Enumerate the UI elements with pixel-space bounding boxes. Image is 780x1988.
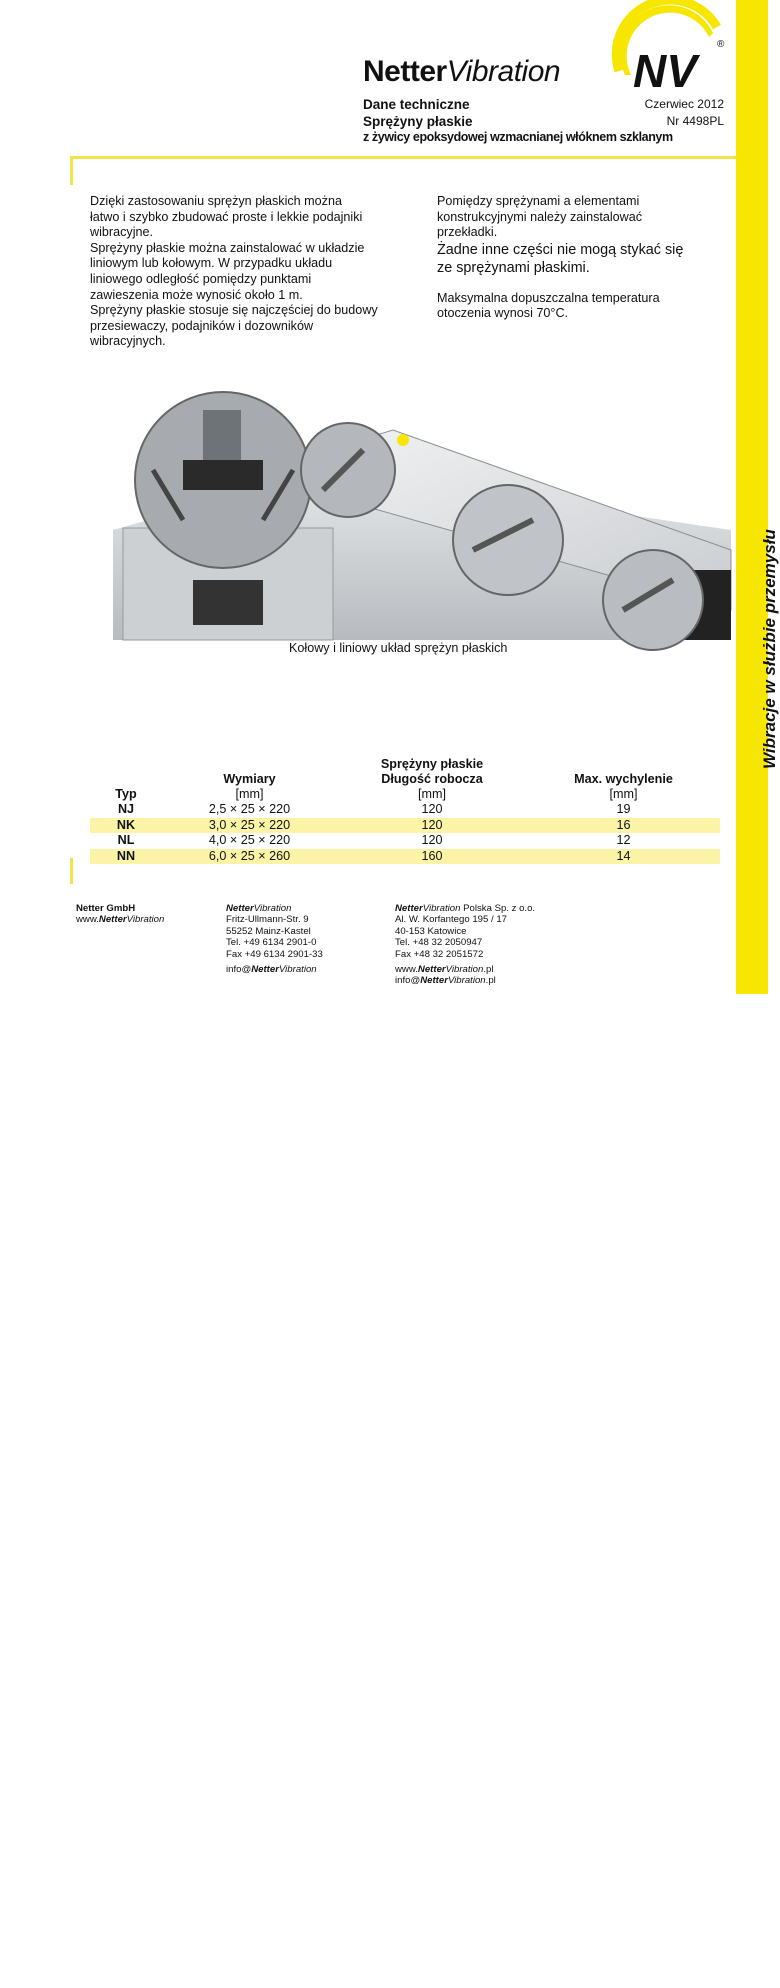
spring-specs-table: Sprężyny płaskie Wymiary Długość robocza Max. wychylenie Typ [mm] [mm] [mm] NJ 2,5 × 25 × 220 120 19 NK 3,0 × 25 × 220 120 16 NL 4,0 × 25 × 220 120 12 NN 6,0 × 25 × 260 160 14 — [90, 757, 720, 864]
footer-poland-address: NetterVibration Polska Sp. z o.o. Al. W. Korfantego 195 / 17 40-153 Katowice Tel. +48 32 2050947 Fax +48 32 2051572 www.NetterVibration.pl info@NetterVibration.pl — [395, 903, 536, 987]
document-meta — [645, 96, 724, 130]
document-subline: z żywicy epoksydowej wzmacnianej włóknem szklanym — [363, 130, 673, 144]
col-dim: Wymiary — [223, 772, 276, 786]
table-row: NJ 2,5 × 25 × 220 120 19 — [117, 802, 631, 816]
section-marker — [70, 159, 73, 185]
sidebar-band — [736, 0, 768, 994]
intro-left-column: Dzięki zastosowaniu sprężyn płaskich można łatwo i szybko zbudować proste i lekkie podajniki wibracyjne. Sprężyny płaskie można zainstalować w układzie liniowym lub kołowym. W przypadku układu liniowego odległość pomiędzy punktami zawieszenia może wynosić około 1 m. Sprężyny płaskie stosuje się najczęściej do budowy przesiewaczy, podajników i dozowników wibracyjnych. — [90, 194, 378, 349]
document-subtitle: Sprężyny płaskie — [363, 114, 473, 129]
footer-email-link[interactable]: info@NetterVibration — [226, 964, 317, 976]
footer-email-link[interactable]: info@NetterVibration.pl — [395, 975, 496, 987]
table-row: NN 6,0 × 25 × 260 160 14 — [90, 849, 720, 865]
svg-text:®: ® — [717, 39, 725, 50]
product-photo — [113, 410, 731, 640]
col-typ-label: Typ — [115, 787, 137, 801]
table-group-header: Sprężyny płaskie — [380, 757, 484, 771]
document-number: Nr 4498PL — [666, 114, 724, 128]
table-row: NK 3,0 × 25 × 220 120 16 — [90, 818, 720, 834]
header-divider — [70, 156, 736, 159]
col-max: Max. wychylenie — [574, 772, 673, 786]
section-marker — [70, 858, 73, 884]
sidebar-tagline: Wibracje w służbie przemysłu — [760, 529, 779, 769]
table-row: NL 4,0 × 25 × 220 120 12 — [117, 833, 631, 848]
brand-logo-text: NetterVibration — [363, 55, 561, 88]
col-len: Długość robocza — [381, 772, 483, 786]
footer-germany-company: Netter GmbH www.NetterVibration — [76, 903, 165, 926]
footer-germany-address: NetterVibration Fritz-Ullmann-Str. 9 55252 Mainz-Kastel Tel. +49 6134 2901-0 Fax +49 6134 2901-33 info@NetterVibration — [226, 903, 323, 976]
document-header — [363, 96, 473, 130]
col-typ — [90, 772, 162, 787]
nv-logo — [611, 15, 729, 99]
document-title: Dane techniczne — [363, 97, 470, 112]
svg-text:NV: NV — [633, 45, 697, 97]
figure-caption: Kołowy i liniowy układ sprężyn płaskich — [289, 641, 508, 655]
intro-right-column: Pomiędzy sprężynami a elementami konstrukcyjnymi należy zainstalować przekładki. Żadne inne części nie mogą stykać się ze sprężynami płaskimi. Maksymalna dopuszczalna temperatura otoczenia wynosi 70°C. — [437, 194, 684, 321]
document-date: Czerwiec 2012 — [644, 97, 724, 111]
footer-website-link[interactable]: www.NetterVibration — [76, 914, 165, 926]
footer-website-link[interactable]: www.NetterVibration.pl — [395, 964, 494, 976]
